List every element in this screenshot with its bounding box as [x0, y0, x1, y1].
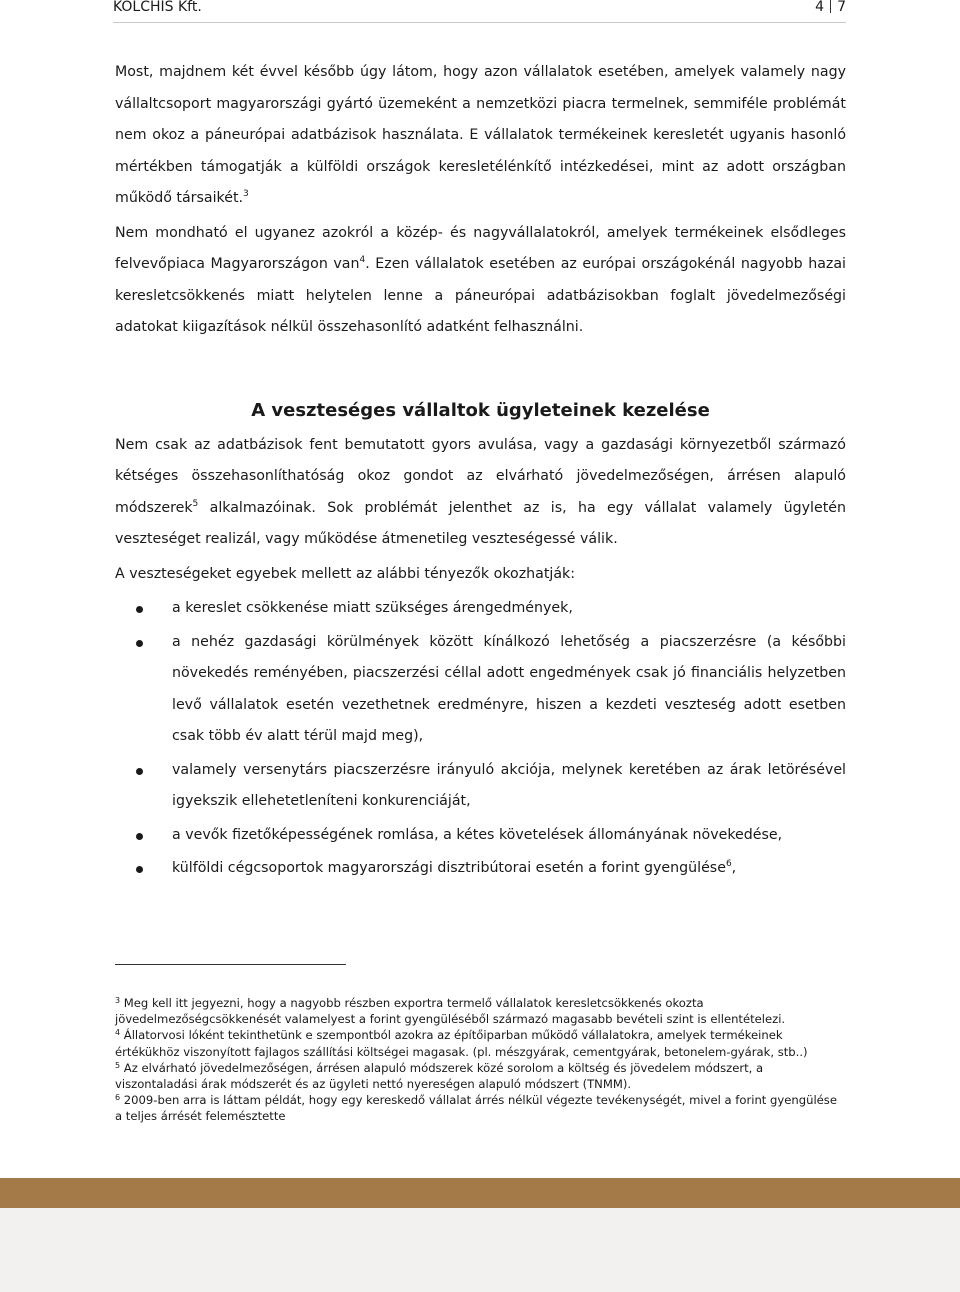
- footnote-6: [115, 1092, 846, 1124]
- footnote-number: 5: [115, 1060, 121, 1070]
- page-current: 4: [815, 0, 825, 15]
- footnotes: [115, 995, 846, 1125]
- footnote-3: [115, 995, 846, 1027]
- paragraph-2-text-b: . Ezen vállalatok esetében az európai országokénál nagyobb hazai keresletcsökkenés miatt helytelen lenne a páneurópai adatbázisokban foglalt jövedelmezőségi adatokat kiigazítások nélkül összehasonlító adatként felhasználni.: [115, 256, 846, 335]
- list-item: [115, 820, 846, 852]
- section-paragraph-2: A veszteségeket egyebek mellett az alábbi tényezők okozhatják:: [115, 565, 576, 582]
- list-item-text: valamely versenytárs piacszerzésre irányuló akciója, melynek keretében az árak letörésével igyekszik ellehetetleníteni konkurenciáját,: [172, 761, 846, 809]
- footnote-text: Az elvárható jövedelmezőségen, árrésen alapuló módszerek közé sorolom a költség és jövedelem módszert, a viszontaladási árak módszerét és az ügyleti nettó nyereségen alapuló módszert (TNMM).: [115, 1060, 764, 1092]
- footnote-number: 6: [115, 1093, 121, 1103]
- loss-factors-list: [115, 593, 846, 885]
- section-paragraph-1-text-a: Nem csak az adatbázisok fent bemutatott gyors avulása, vagy a gazdasági környezetből származó kétséges összehasonlíthatóság okoz gondot az elvárható jövedelmezőségen, árrésen alapuló módszerek: [115, 436, 846, 516]
- list-item-text: a vevők fizetőképességének romlása, a kétes követelések állományának növekedése,: [172, 826, 783, 843]
- list-item: [115, 755, 846, 818]
- list-item-text: [172, 853, 846, 885]
- list-item: [115, 627, 846, 753]
- paragraph-2: [115, 218, 846, 344]
- bullet-icon: [136, 606, 143, 613]
- footer-background: [0, 1208, 960, 1292]
- footnote-text: 2009-ben arra is láttam példát, hogy egy kereskedő vállalat árrés nélkül végezte tevékenységét, mivel a forint gyengülése a teljes árrését felemésztette: [115, 1093, 837, 1124]
- list-item: [115, 593, 846, 625]
- company-name: KOLCHIS Kft.: [113, 0, 202, 15]
- section-paragraph-1-text-b: alkalmazóinak. Sok problémát jelenthet az is, ha egy vállalat valamely ügyletén veszteséget realizál, vagy működése átmenetileg veszteségessé válik.: [115, 499, 846, 547]
- bullet-icon: [136, 640, 143, 647]
- page-body: [115, 57, 846, 887]
- list-item-text-main: külföldi cégcsoportok magyarországi disztribútorai esetén a forint gyengülése: [172, 860, 726, 876]
- footnote-number: 4: [115, 1028, 121, 1038]
- footnote-text: Állatorvosi lóként tekinthetünk e szempontból azokra az építőiparban működő vállalatokra, amelyek termékeinek értékükhöz viszonyított fajlagos szállítási költségei magasak. (pl. mészgyárak, cementgyárak, betonelem-gyárak, stb..): [115, 1028, 808, 1059]
- footnote-5: [115, 1060, 846, 1092]
- footnote-4: [115, 1027, 846, 1059]
- page-number: [815, 0, 846, 16]
- paragraph-2-text-a: Nem mondható el ugyanez azokról a közép- és nagyvállalatokról, amelyek termékeinek elsődleges felvevőpiaca Magyarországon van: [115, 224, 846, 272]
- list-item-text-suffix: ,: [731, 860, 737, 876]
- footnote-number: 3: [115, 996, 121, 1005]
- page-total: 7: [837, 0, 846, 15]
- footnote-ref-6: 6: [725, 859, 732, 869]
- footnote-ref-3: 3: [243, 189, 249, 199]
- list-item: [115, 853, 846, 885]
- bullet-icon: [136, 833, 143, 840]
- page-header: [113, 0, 846, 23]
- bullet-icon: [136, 768, 143, 775]
- paragraph-1-text: Most, majdnem két évvel később úgy látom, hogy azon vállalatok esetében, amelyek valamely nagy vállaltcsoport magyarországi gyártó üzemeként a nemzetközi piacra termelnek, semmiféle problémát nem okoz a páneurópai adatbázisok használata. E vállalatok termékeinek keresletét ugyanis hasonló mértékben támogatják a külföldi országok keresletélénkítő intézkedései, mint az adott országban működő társaikét.: [115, 64, 846, 206]
- footnote-ref-5: 5: [192, 498, 199, 509]
- section-paragraph-1: [115, 430, 846, 556]
- paragraph-1: [115, 57, 846, 215]
- bullet-icon: [136, 866, 143, 873]
- footnote-separator: [115, 964, 346, 965]
- list-item-text: a kereslet csökkenése miatt szükséges árengedmények,: [172, 600, 573, 616]
- list-item-text: a nehéz gazdasági körülmények között kínálkozó lehetőség a piacszerzésre (a későbbi növekedés reményében, piacszerzési céllal adott engedmények csak jó financiális helyzetben levő vállalatok esetén vezethetnek eredményre, hiszen a kezdeti veszteség adott esetben csak több év alatt térül majd meg),: [172, 633, 846, 744]
- footnote-ref-4: 4: [359, 255, 366, 265]
- page-separator: [830, 0, 831, 13]
- footer-band: [0, 1178, 960, 1208]
- section-heading: A veszteséges vállaltok ügyleteinek kezelése: [251, 399, 710, 421]
- footnote-text: Meg kell itt jegyezni, hogy a nagyobb részben exportra termelő vállalatok keresletcsökkenés okozta jövedelmezőségcsökkenését valamelyest a forint gyengüléséből származó magasabb bevételi szint is ellentételezi.: [115, 996, 786, 1027]
